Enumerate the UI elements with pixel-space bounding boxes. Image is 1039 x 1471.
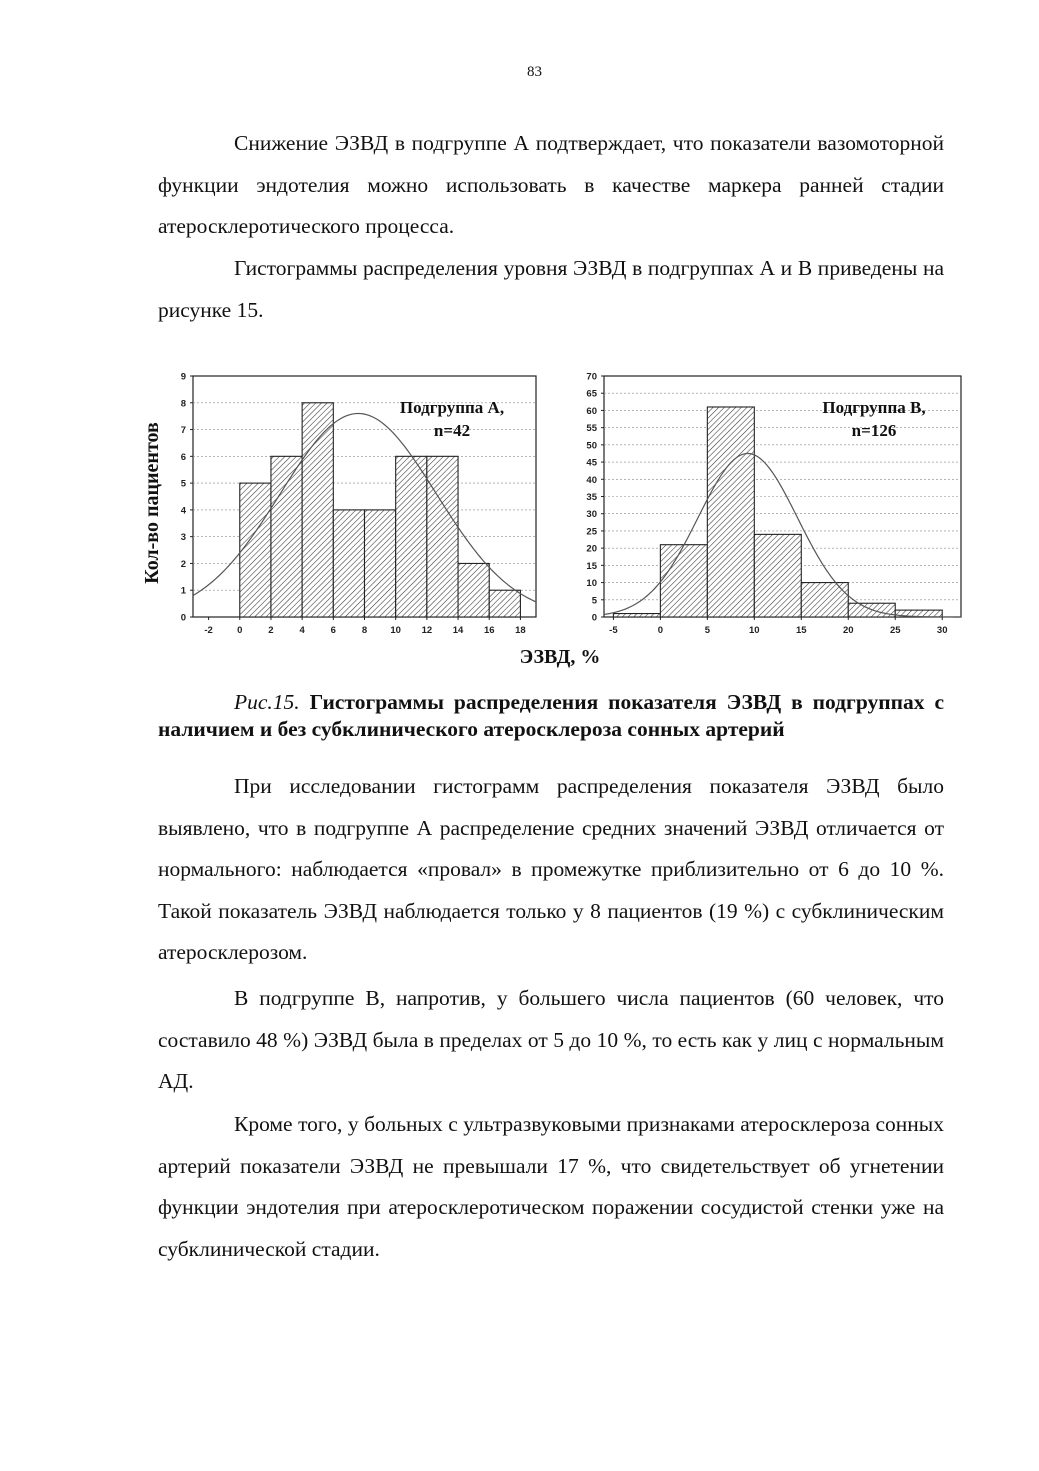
y-tick-label: 30 (586, 509, 597, 521)
figure-caption (158, 689, 944, 743)
x-tick-label: 14 (452, 625, 464, 636)
histogram-bar (754, 534, 801, 617)
y-tick-label: 10 (586, 578, 597, 590)
y-tick-label: 5 (591, 595, 597, 607)
histogram-bar (660, 545, 707, 617)
subgroup-a-label: Подгруппа А, (399, 398, 505, 417)
x-tick-label: 12 (421, 625, 433, 636)
x-tick-label: 30 (936, 625, 948, 636)
paragraph-5: Кроме того, у больных с ультразвуковыми признаками атеросклероза сонных артерий показатели ЭЗВД не превышали 17 %, что свидетельствует об угнетении функции эндотелия при атеросклеротическом поражении сосудистой стенки уже на субклинической стадии. (158, 1112, 944, 1261)
y-tick-label: 0 (591, 612, 597, 624)
y-tick-label: 7 (180, 425, 186, 437)
caption-text: Гистограммы распределения показателя ЭЗВД в подгруппах с наличием и без субклинического атеросклероза сонных артерий (158, 690, 944, 741)
histogram-bar (240, 483, 271, 617)
y-tick-label: 2 (180, 558, 186, 570)
page-number: 83 (527, 64, 542, 80)
histogram-bar (427, 456, 458, 617)
y-tick-label: 1 (180, 585, 186, 597)
histogram-bar (271, 456, 302, 617)
x-tick-label: 0 (237, 625, 243, 636)
histogram-subgroup-b (586, 372, 961, 637)
x-tick-label: -2 (204, 625, 213, 636)
y-tick-label: 9 (180, 371, 186, 383)
y-tick-label: 8 (180, 398, 186, 410)
x-tick-label: 8 (361, 625, 368, 636)
histogram-bar (707, 407, 754, 617)
x-tick-label: 18 (515, 625, 526, 636)
histogram-bar (333, 510, 364, 617)
y-tick-label: 3 (180, 532, 186, 544)
histogram-bar (613, 614, 660, 617)
y-tick-label: 15 (586, 560, 597, 572)
x-tick-label: 4 (299, 625, 305, 636)
histogram-bar (458, 563, 489, 617)
y-tick-label: 25 (586, 526, 597, 538)
paragraph-2: Гистограммы распределения уровня ЭЗВД в подгруппах А и В приведены на рисунке 15. (158, 256, 944, 322)
y-tick-label: 4 (180, 505, 186, 517)
x-tick-label: 15 (796, 625, 807, 636)
x-tick-label: 20 (842, 625, 854, 636)
histogram-bar (365, 510, 396, 617)
x-tick-label: 2 (268, 625, 274, 636)
y-axis-title: Кол-во пациентов (141, 422, 163, 584)
x-tick-label: 6 (330, 625, 336, 636)
x-tick-label: 25 (889, 625, 901, 636)
histogram-bar (489, 590, 520, 617)
subgroup-a-n: n=42 (433, 421, 471, 440)
x-tick-label: 0 (657, 625, 664, 636)
x-tick-label: 10 (390, 625, 401, 636)
paragraph-1: Снижение ЭЗВД в подгруппе А подтверждает, что показатели вазомоторной функции эндотелия можно использовать в качестве маркера ранней стадии атеросклеротического процесса. (158, 131, 944, 238)
y-tick-label: 50 (586, 440, 597, 452)
x-tick-label: 10 (749, 625, 760, 636)
histogram-bar (302, 403, 333, 617)
y-tick-label: 6 (180, 451, 186, 463)
paragraph-3: При исследовании гистограмм распределения показателя ЭЗВД было выявлено, что в подгруппе А распределение средних значений ЭЗВД отличается от нормального: наблюдается «провал» в промежутке приблизительно от 6 до 10 %. Такой показатель ЭЗВД наблюдается только у 8 пациентов (19 %) с субклиническим атеросклерозом. (158, 774, 944, 964)
x-tick-label: -5 (609, 625, 618, 636)
figure-15 (0, 0, 1039, 680)
y-tick-label: 70 (586, 371, 597, 383)
y-tick-label: 5 (180, 478, 186, 490)
y-tick-label: 60 (586, 405, 597, 417)
y-tick-label: 35 (586, 492, 597, 503)
y-tick-label: 45 (586, 457, 597, 469)
paragraph-4: В подгруппе В, напротив, у большего числа пациентов (60 человек, что составило 48 %) ЭЗВД была в пределах от 5 до 10 %, то есть как у лиц с нормальным АД. (158, 986, 944, 1093)
x-tick-label: 5 (704, 625, 710, 636)
x-tick-label: 16 (483, 625, 495, 636)
y-tick-label: 55 (586, 423, 597, 435)
histogram-bar (801, 583, 848, 617)
x-axis-title: ЭЗВД, % (519, 646, 601, 668)
subgroup-b-label: Подгруппа В, (822, 398, 926, 417)
y-tick-label: 20 (586, 543, 597, 555)
y-tick-label: 0 (180, 612, 186, 624)
y-tick-label: 65 (586, 388, 597, 400)
y-tick-label: 40 (586, 474, 597, 486)
histogram-subgroup-a (181, 372, 536, 637)
caption-number: Рис.15. (234, 690, 300, 714)
subgroup-b-n: n=126 (851, 421, 897, 440)
histogram-bar (396, 456, 427, 617)
